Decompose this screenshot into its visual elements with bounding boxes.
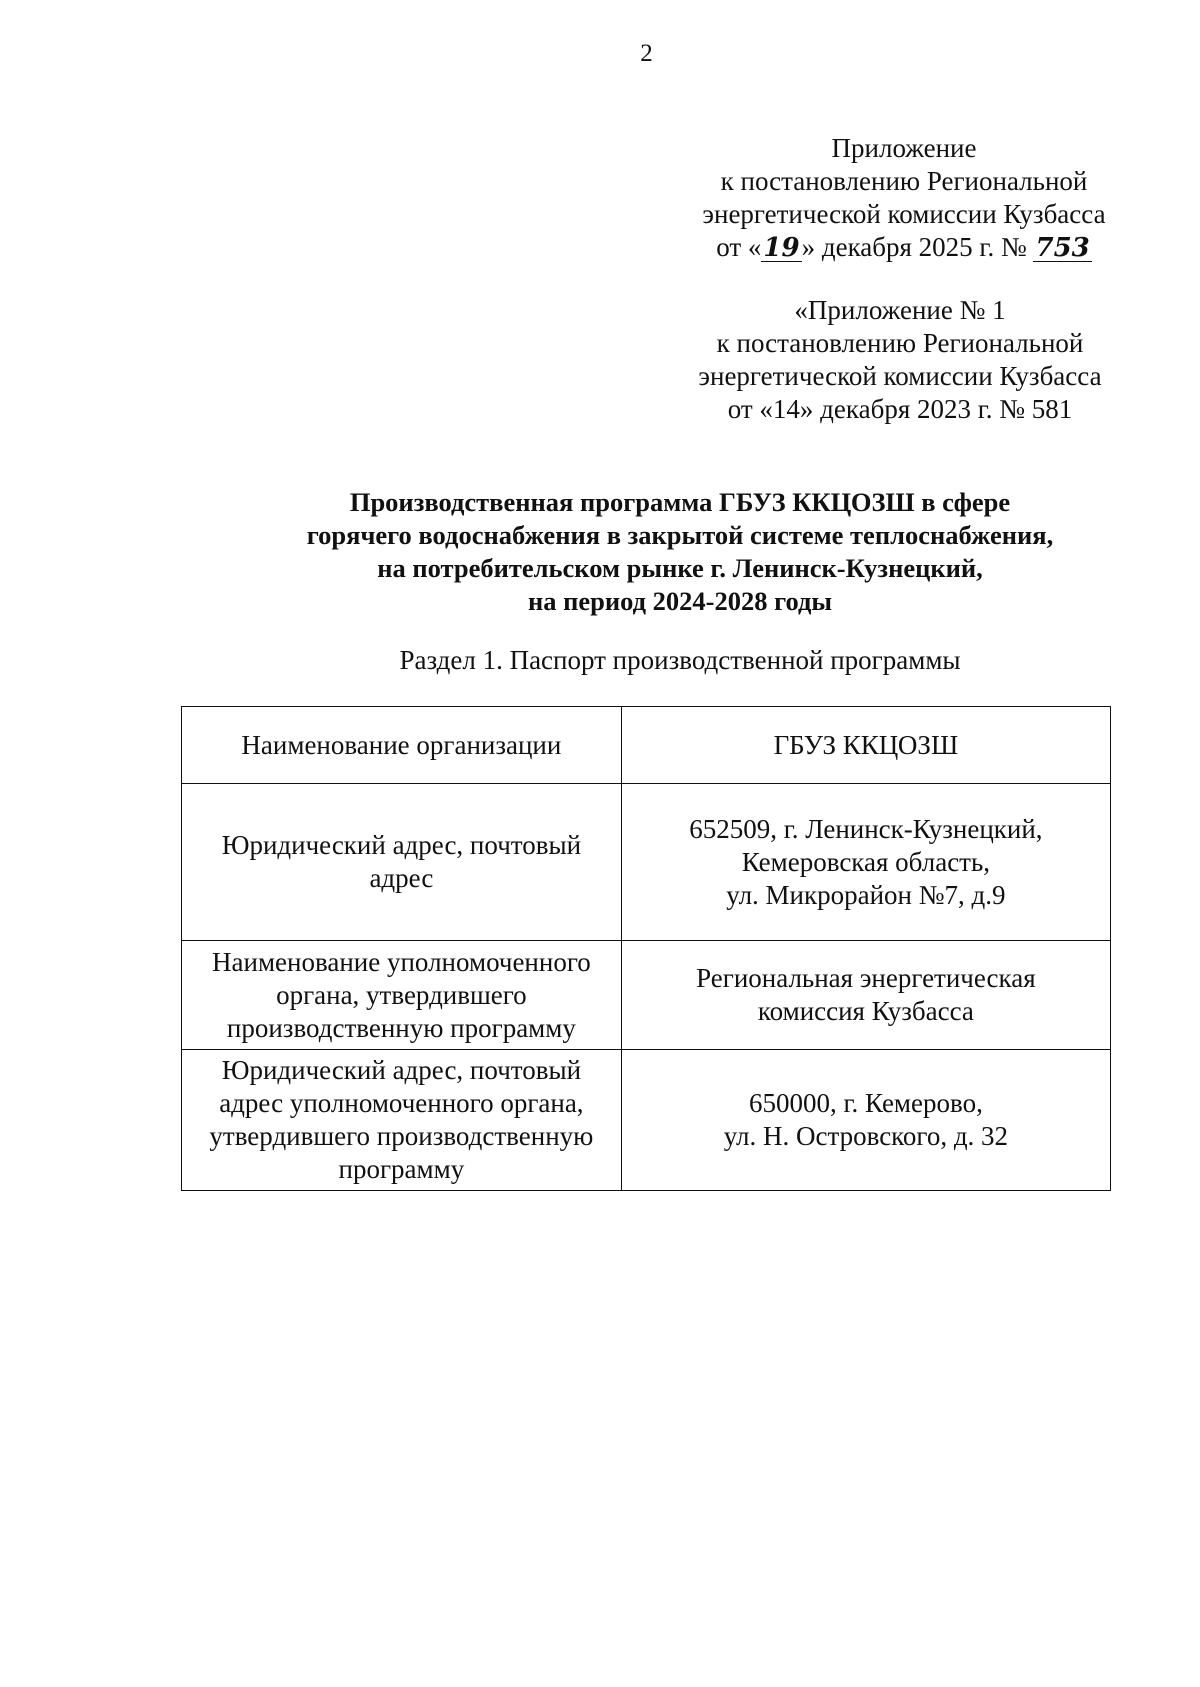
passport-table xyxy=(181,706,1111,1191)
cell-text: ул. Микрорайон №7, д.9 xyxy=(726,879,1006,910)
table-cell-label xyxy=(182,1050,622,1191)
table-cell-value xyxy=(621,707,1110,784)
document-title xyxy=(180,486,1180,618)
cell-text: Наименование уполномоченного xyxy=(212,946,591,977)
cell-text: утвердившего производственную xyxy=(209,1121,594,1151)
cell-text: программу xyxy=(338,1154,465,1184)
cell-text: производственную программу xyxy=(226,1012,576,1043)
appendix-new-date-line xyxy=(684,231,1124,264)
cell-text: комиссия Кузбасса xyxy=(757,996,974,1026)
appendix-header-new xyxy=(684,132,1124,264)
cell-text: ГБУЗ ККЦОЗШ xyxy=(773,729,959,760)
cell-text: органа, утвердившего xyxy=(276,979,527,1010)
title-line4: на период 2024-2028 годы xyxy=(527,586,833,616)
table-cell-label xyxy=(182,707,622,784)
table-row xyxy=(182,707,1111,784)
cell-text: адрес уполномоченного органа, xyxy=(219,1088,584,1118)
cell-text: Региональная энергетическая xyxy=(696,963,1036,993)
handwritten-day: 19 xyxy=(763,233,800,263)
table-row xyxy=(182,784,1111,941)
table-cell-value xyxy=(621,941,1110,1050)
appendix-old-line3: энергетической комиссии Кузбасса xyxy=(698,361,1102,391)
cell-text: адрес xyxy=(369,863,434,893)
appendix-new-line3: энергетической комиссии Кузбасса xyxy=(702,199,1106,229)
table-row xyxy=(182,1050,1111,1191)
appendix-new-line2: к постановлению Региональной xyxy=(720,166,1088,196)
cell-text: 652509, г. Ленинск-Кузнецкий, xyxy=(689,813,1043,844)
cell-text: ул. Н. Островского, д. 32 xyxy=(723,1121,1009,1151)
cell-text: Юридический адрес, почтовый xyxy=(221,1055,582,1085)
title-line2: горячего водоснабжения в закрытой системе теплоснабжения, xyxy=(306,520,1054,550)
cell-text: Кемеровская область, xyxy=(741,846,991,877)
table-cell-value xyxy=(621,1050,1110,1191)
appendix-header-old xyxy=(680,294,1120,426)
cell-text: Юридический адрес, почтовый xyxy=(221,830,582,860)
appendix-new-line1: Приложение xyxy=(831,133,977,163)
table-cell-label xyxy=(182,784,622,941)
date-prefix: от « xyxy=(716,232,762,262)
handwritten-number: 753 xyxy=(1035,233,1090,263)
cell-text: Наименование организации xyxy=(241,729,562,760)
section-title: Раздел 1. Паспорт производственной программы xyxy=(399,645,961,675)
date-middle: » декабря 2025 г. № xyxy=(801,232,1027,262)
page-number: 2 xyxy=(640,40,653,67)
appendix-old-line2: к постановлению Региональной xyxy=(716,328,1084,358)
title-line1: Производственная программа ГБУЗ ККЦОЗШ в сфере xyxy=(349,487,1011,517)
title-line3: на потребительском рынке г. Ленинск-Кузнецкий, xyxy=(377,553,983,583)
appendix-old-line4: от «14» декабря 2023 г. № 581 xyxy=(727,394,1073,424)
table-row xyxy=(182,941,1111,1050)
table-cell-label xyxy=(182,941,622,1050)
table-cell-value xyxy=(621,784,1110,941)
cell-text: 650000, г. Кемерово, xyxy=(748,1088,983,1118)
appendix-old-line1: «Приложение № 1 xyxy=(794,295,1006,325)
